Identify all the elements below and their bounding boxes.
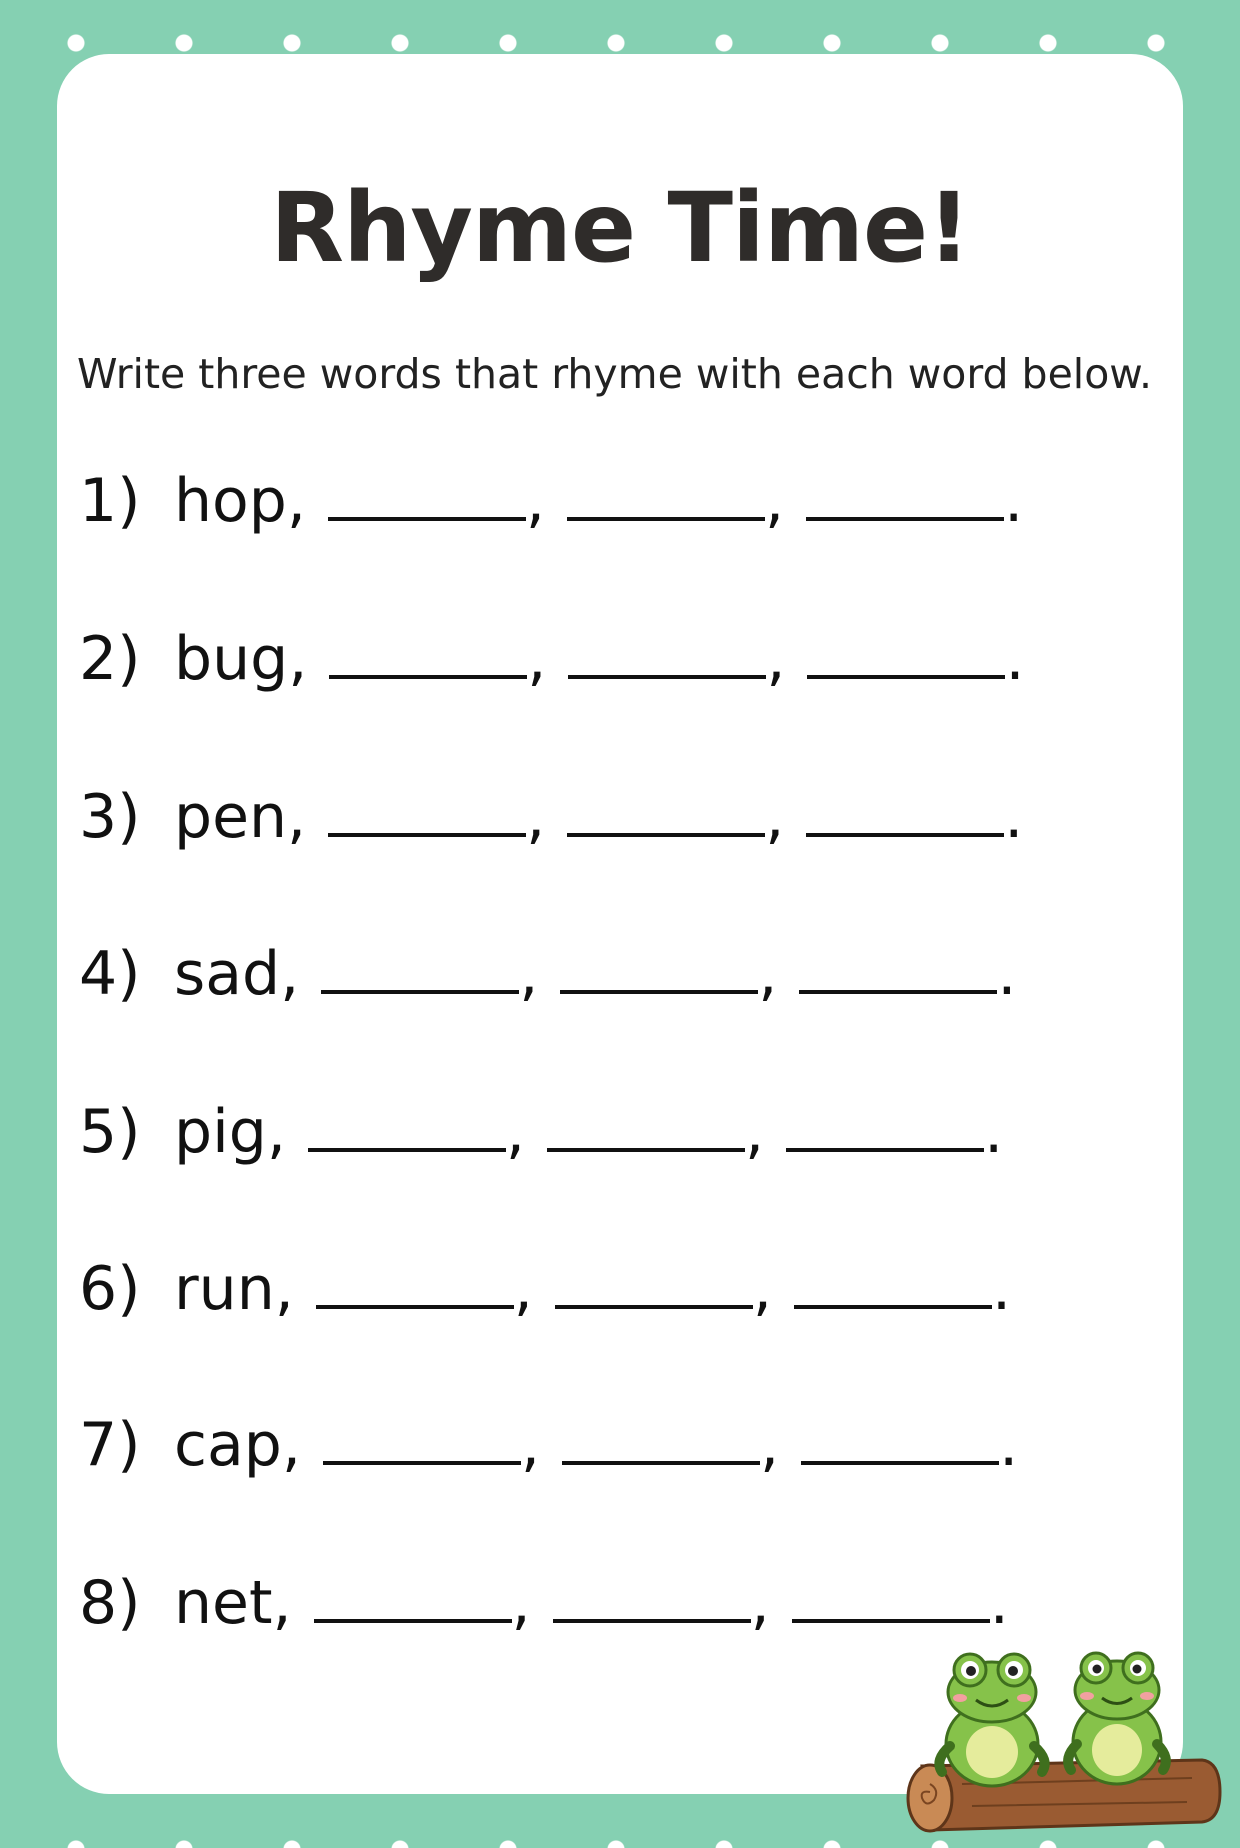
comma: , (511, 1568, 531, 1638)
answer-blank[interactable] (329, 675, 527, 679)
period: . (984, 1097, 1004, 1167)
two-frogs-on-log-icon (902, 1634, 1232, 1844)
comma: , (513, 1254, 533, 1324)
comma: , (750, 1568, 770, 1638)
period: . (999, 1410, 1019, 1480)
answer-blank[interactable] (806, 517, 1004, 521)
item-number: 4) (79, 939, 141, 1009)
answer-blank[interactable] (562, 1461, 760, 1465)
worksheet-title: Rhyme Time! (270, 172, 970, 284)
prompt-word: sad, (174, 939, 300, 1009)
answer-blank[interactable] (308, 1148, 506, 1152)
rhyme-row-5 (79, 1097, 1003, 1177)
comma: , (765, 782, 785, 852)
prompt-word: pig, (174, 1097, 286, 1167)
instructions-text: Write three words that rhyme with each word below. (77, 350, 1153, 398)
answer-blank[interactable] (560, 990, 758, 994)
comma: , (752, 1254, 772, 1324)
frog-right-icon (1068, 1653, 1166, 1784)
worksheet-card (57, 54, 1183, 1794)
period: . (1005, 624, 1025, 694)
item-number: 2) (79, 624, 141, 694)
comma: , (758, 939, 778, 1009)
period: . (991, 1254, 1012, 1324)
rhyme-row-1 (79, 466, 1023, 546)
answer-blank[interactable] (314, 1619, 512, 1623)
item-number: 7) (79, 1410, 141, 1480)
answer-blank[interactable] (807, 675, 1005, 679)
answer-blank[interactable] (555, 1305, 753, 1309)
rhyme-row-8 (79, 1568, 1009, 1648)
comma: , (527, 624, 547, 694)
frog-left-icon (939, 1654, 1044, 1786)
comma: , (525, 466, 545, 536)
period: . (1004, 466, 1024, 536)
comma: , (764, 466, 785, 536)
prompt-word: run, (174, 1254, 294, 1324)
comma: , (519, 939, 539, 1009)
period: . (1004, 782, 1024, 852)
answer-blank[interactable] (553, 1619, 751, 1623)
answer-blank[interactable] (316, 1305, 514, 1309)
item-number: 5) (79, 1097, 141, 1167)
answer-blank[interactable] (328, 517, 526, 521)
rhyme-row-6 (79, 1254, 1011, 1334)
prompt-word: bug, (174, 624, 308, 694)
answer-blank[interactable] (801, 1461, 999, 1465)
answer-blank[interactable] (323, 1461, 521, 1465)
answer-blank[interactable] (799, 990, 997, 994)
answer-blank[interactable] (321, 990, 519, 994)
period: . (997, 939, 1017, 1009)
comma: , (766, 624, 786, 694)
rhyme-row-4 (79, 939, 1016, 1019)
answer-blank[interactable] (567, 833, 765, 837)
comma: , (505, 1097, 525, 1167)
rhyme-row-3 (79, 782, 1023, 862)
answer-blank[interactable] (786, 1148, 984, 1152)
rhyme-row-7 (79, 1410, 1018, 1490)
rhyme-row-2 (79, 624, 1025, 704)
answer-blank[interactable] (328, 833, 526, 837)
item-number: 1) (79, 466, 141, 536)
item-number: 8) (79, 1568, 141, 1638)
item-number: 6) (79, 1254, 141, 1324)
prompt-word: net, (174, 1568, 292, 1638)
period: . (989, 1568, 1009, 1638)
prompt-word: pen, (174, 782, 307, 852)
answer-blank[interactable] (794, 1305, 992, 1309)
item-number: 3) (79, 782, 141, 852)
comma: , (520, 1410, 540, 1480)
answer-blank[interactable] (567, 517, 765, 521)
comma: , (745, 1097, 765, 1167)
comma: , (760, 1410, 780, 1480)
answer-blank[interactable] (792, 1619, 990, 1623)
answer-blank[interactable] (806, 833, 1004, 837)
answer-blank[interactable] (568, 675, 766, 679)
prompt-word: cap, (174, 1410, 301, 1480)
answer-blank[interactable] (547, 1148, 745, 1152)
prompt-word: hop, (174, 466, 306, 536)
comma: , (526, 782, 546, 852)
